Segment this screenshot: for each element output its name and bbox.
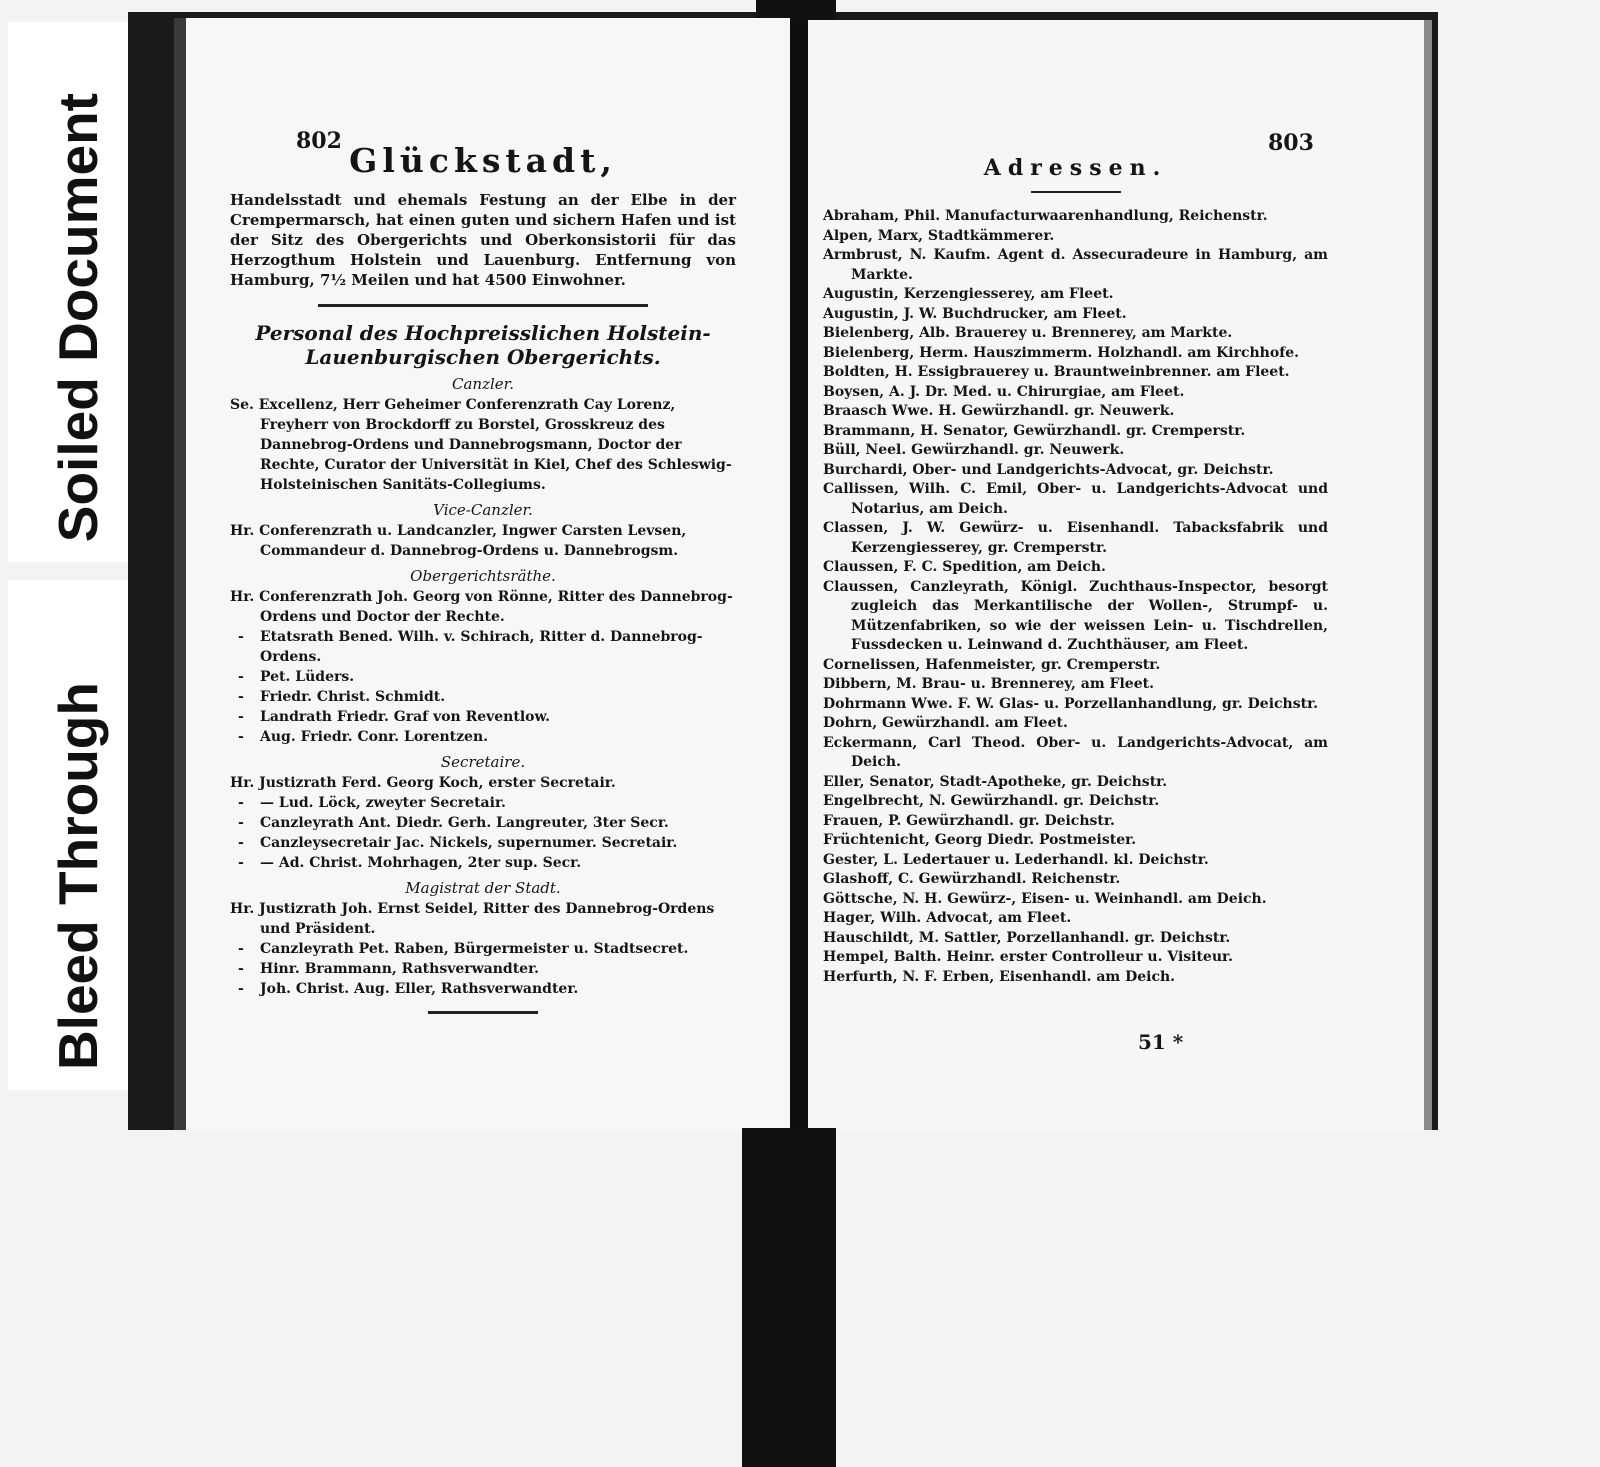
address-entry: Boysen, A. J. Dr. Med. u. Chirurgiae, am Fleet. (823, 383, 1185, 400)
section-lead: Hr. Conferenzrath Joh. Georg von Rönne, Ritter des Dannebrog-Ordens und Doctor der Rechte. (230, 589, 733, 625)
address-entry: Eller, Senator, Stadt-Apotheke, gr. Deichstr. (823, 773, 1168, 790)
personnel-heading: Personal des Hochpreisslichen Holstein-Lauenburgischen Obergerichts. (255, 321, 711, 369)
address-entry: Hager, Wilh. Advocat, am Fleet. (823, 910, 1072, 926)
side-tab-soiled (8, 22, 136, 562)
list-item: - Friedr. Christ. Schmidt. (230, 687, 736, 707)
address-entry: Braasch Wwe. H. Gewürzhandl. gr. Neuwerk. (823, 403, 1175, 419)
address-entry: Burchardi, Ober- und Landgerichts-Advocat, gr. Deichstr. (823, 461, 1274, 478)
soiled-document-label: Soiled Document (47, 92, 109, 542)
right-page (808, 20, 1432, 1130)
address-entry: Göttsche, N. H. Gewürz-, Eisen- u. Weinhandl. am Deich. (823, 890, 1267, 907)
bleed-through-label: Bleed Through (47, 681, 109, 1070)
section-title: Vice-Canzler. (433, 501, 533, 519)
end-divider (428, 1011, 538, 1014)
page-title: Glückstadt, (349, 141, 617, 180)
section-title: Obergerichtsräthe. (410, 567, 556, 585)
left-page (174, 18, 802, 1130)
address-entry: Hempel, Balth. Heinr. erster Controlleur u. Visiteur. (823, 949, 1233, 965)
intro-paragraph: Handelsstadt und ehemals Festung an der Elbe in der Crempermarsch, hat einen guten und sichern Hafen und ist der Sitz des Obergerichts und Oberkonsistorii für das Herzogthum Holstein und Lauenburg. Entfernung von Hamburg, 7½ Meilen und hat 4500 Einwohner. (230, 191, 736, 289)
address-entry: Abraham, Phil. Manufacturwaarenhandlung, Reichenstr. (823, 208, 1268, 224)
side-tab-bleed (8, 580, 136, 1090)
address-entry: Frauen, P. Gewürzhandl. gr. Deichstr. (823, 812, 1115, 829)
signature-mark: 51 * (1138, 1030, 1184, 1054)
book-gutter (790, 18, 808, 1130)
spine-bottom (742, 1128, 836, 1467)
section-title: Magistrat der Stadt. (405, 879, 561, 897)
list-item: - Canzleyrath Ant. Diedr. Gerh. Langreuter, 3ter Secr. (230, 813, 736, 833)
address-entry: Dohrn, Gewürzhandl. am Fleet. (823, 715, 1068, 731)
address-entry: Hauschildt, M. Sattler, Porzellanhandl. gr. Deichstr. (823, 929, 1231, 946)
address-list (823, 207, 1328, 987)
list-item: - Hinr. Brammann, Rathsverwandter. (230, 959, 736, 979)
address-entry: Alpen, Marx, Stadtkämmerer. (823, 227, 1055, 244)
list-item: - Joh. Christ. Aug. Eller, Rathsverwandter. (230, 979, 736, 999)
list-item: - Landrath Friedr. Graf von Reventlow. (230, 707, 736, 727)
address-entry: Bielenberg, Alb. Brauerey u. Brennerey, am Markte. (823, 325, 1233, 341)
address-entry: Classen, J. W. Gewürz- u. Eisenhandl. Tabacksfabrik und Kerzengiesserey, gr. Cremperstr. (823, 520, 1328, 556)
section-lead: Hr. Justizrath Joh. Ernst Seidel, Ritter des Dannebrog-Ordens und Präsident. (230, 901, 715, 937)
list-item: - Aug. Friedr. Conr. Lorentzen. (230, 727, 736, 747)
address-entry: Glashoff, C. Gewürzhandl. Reichenstr. (823, 871, 1121, 887)
address-entry: Dohrmann Wwe. F. W. Glas- u. Porzellanhandlung, gr. Deichstr. (823, 695, 1319, 712)
address-entry: Engelbrecht, N. Gewürzhandl. gr. Deichstr. (823, 793, 1160, 809)
addresses-divider (1031, 191, 1121, 193)
address-entry: Armbrust, N. Kaufm. Agent d. Assecuradeure in Hamburg, am Markte. (823, 247, 1328, 283)
address-entry: Büll, Neel. Gewürzhandl. gr. Neuwerk. (823, 442, 1125, 458)
list-item: - — Ad. Christ. Mohrhagen, 2ter sup. Secr. (230, 853, 736, 873)
list-item: - Etatsrath Bened. Wilh. v. Schirach, Ritter d. Dannebrog-Ordens. (230, 627, 736, 667)
address-entry: Früchtenicht, Georg Diedr. Postmeister. (823, 832, 1137, 848)
section-title: Secretaire. (440, 753, 526, 771)
address-entry: Dibbern, M. Brau- u. Brennerey, am Fleet. (823, 676, 1154, 692)
right-page-content (823, 105, 1328, 987)
section-lead: Se. Excellenz, Herr Geheimer Conferenzrath Cay Lorenz, Freyherr von Brockdorff zu Borstel, Grosskreuz des Dannebrog-Ordens und Dannebrogsmann, Doctor der Rechte, Curator der Universität in Kiel, Chef des Schleswig-Holsteinischen Sanitäts-Collegiums. (230, 397, 732, 493)
addresses-title: Adressen. (983, 155, 1168, 181)
section-title: Canzler. (452, 375, 514, 393)
section-lead: Hr. Conferenzrath u. Landcanzler, Ingwer Carsten Levsen, Commandeur d. Dannebrog-Ordens u. Dannebrogsm. (230, 523, 687, 559)
address-entry: Cornelissen, Hafenmeister, gr. Cremperstr. (823, 656, 1161, 673)
address-entry: Callissen, Wilh. C. Emil, Ober- u. Landgerichts-Advocat und Notarius, am Deich. (823, 481, 1328, 517)
section-lead: Hr. Justizrath Ferd. Georg Koch, erster Secretair. (230, 775, 616, 791)
list-item: - Pet. Lüders. (230, 667, 736, 687)
address-entry: Augustin, Kerzengiesserey, am Fleet. (823, 286, 1114, 302)
address-entry: Brammann, H. Senator, Gewürzhandl. gr. Cremperstr. (823, 422, 1246, 439)
left-page-content (230, 103, 736, 1028)
list-item: - Canzleyrath Pet. Raben, Bürgermeister u. Stadtsecret. (230, 939, 736, 959)
address-entry: Augustin, J. W. Buchdrucker, am Fleet. (823, 305, 1127, 322)
divider (318, 304, 648, 307)
address-entry: Gester, L. Ledertauer u. Lederhandl. kl. Deichstr. (823, 851, 1209, 868)
address-entry: Claussen, Canzleyrath, Königl. Zuchthaus-Inspector, besorgt zugleich das Merkantilische der Wollen-, Strumpf- u. Mützenfabriken, so wie der weissen Lein- u. Tischdrellen, Fussdecken u. Leinwand d. Zuchthäuser, am Fleet. (823, 578, 1328, 653)
address-entry: Bielenberg, Herm. Hauszimmerm. Holzhandl. am Kirchhofe. (823, 344, 1300, 361)
address-entry: Herfurth, N. F. Erben, Eisenhandl. am Deich. (823, 968, 1176, 985)
left-page-number: 802 (296, 128, 342, 154)
address-entry: Claussen, F. C. Spedition, am Deich. (823, 559, 1106, 575)
address-entry: Eckermann, Carl Theod. Ober- u. Landgerichts-Advocat, am Deich. (823, 734, 1328, 770)
right-page-number: 803 (1268, 130, 1314, 156)
list-item: - — Lud. Löck, zweyter Secretair. (230, 793, 736, 813)
list-item: - Canzleysecretair Jac. Nickels, supernumer. Secretair. (230, 833, 736, 853)
address-entry: Boldten, H. Essigbrauerey u. Brauntweinbrenner. am Fleet. (823, 364, 1290, 380)
